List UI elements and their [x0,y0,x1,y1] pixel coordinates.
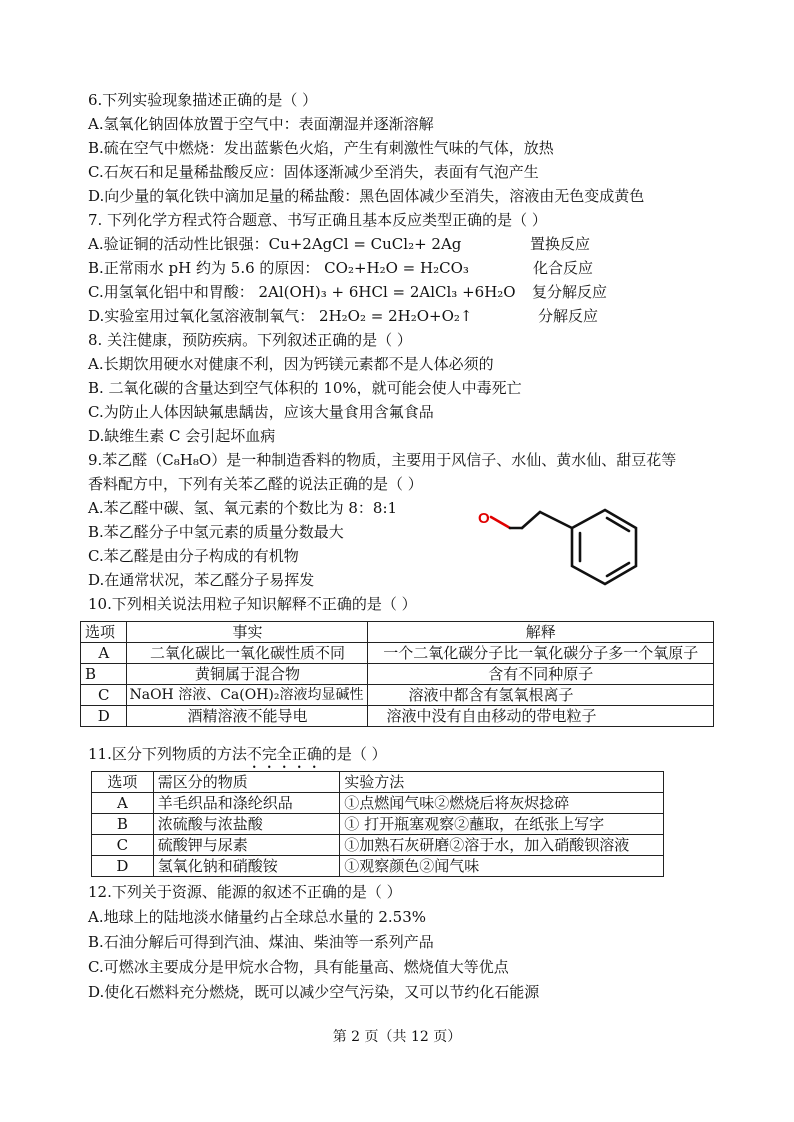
q12-stem: 12.下列关于资源、能源的叙述不正确的是（ ） [88,883,402,901]
oxygen-atom-label: O [478,510,490,527]
table-cell: NaOH 溶液、Ca(OH)₂溶液均显碱性 [127,685,368,706]
table-cell: ① 打开瓶塞观察②蘸取，在纸张上写字 [340,814,664,835]
table-cell: 溶液中没有自由移动的带电粒子 [368,706,714,727]
q9-option-c: C.苯乙醛是由分子构成的有机物 [88,547,299,565]
q7-option-b-type: 化合反应 [533,259,594,277]
q11-table [91,771,664,877]
table-cell: A [81,643,127,664]
table-row [92,793,664,814]
table-cell: 羊毛织品和涤纶织品 [153,793,340,814]
table-cell: 二氧化碳比一氧化碳性质不同 [127,643,368,664]
ring-double-bond-3 [607,518,629,531]
header-cell: 事实 [127,622,368,643]
q9-stem-line2: 香料配方中，下列有关苯乙醛的说法正确的是（ ） [88,475,423,493]
table-row [81,685,714,706]
header-cell: 需区分的物质 [153,772,340,793]
q6-option-c: C.石灰石和足量稀盐酸反应：固体逐渐减少至消失，表面有气泡产生 [88,163,539,181]
table-cell: 氢氧化钠和硝酸铵 [153,856,340,877]
q10-table [80,621,714,727]
table-header-row [81,622,714,643]
table-cell: 一个二氧化碳分子比一氧化碳分子多一个氧原子 [368,643,714,664]
carbonyl-bond-o [491,517,510,528]
chain-bond [522,512,540,528]
ring-double-bond-2 [607,563,629,576]
q7-option-a-type: 置换反应 [530,235,591,253]
header-cell: 实验方法 [340,772,664,793]
q11-stem-suffix: 的是（ ） [321,745,387,763]
q8-option-c: C.为防止人体因缺氟患龋齿，应该大量食用含氟食品 [88,403,434,421]
table-cell: 硫酸钾与尿素 [153,835,340,856]
q7-option-c: C.用氢氧化铝中和胃酸： 2Al(OH)₃ + 6HCl = 2AlCl₃ +6H₂O [88,283,516,301]
table-cell: B [81,664,127,685]
q11-stem-emphasis: 不完全正确 [246,745,322,763]
q12-option-b: B.石油分解后可得到汽油、煤油、柴油等一系列产品 [88,933,434,951]
page-number: 第 2 页（共 12 页） [332,1029,462,1045]
q7-stem: 7. 下列化学方程式符合题意、书写正确且基本反应类型正确的是（ ） [88,211,547,229]
table-row [92,835,664,856]
q10-stem: 10.下列相关说法用粒子知识解释不正确的是（ ） [88,595,417,613]
q8-stem: 8. 关注健康，预防疾病。下列叙述正确的是（ ） [88,331,412,349]
table-cell: ①加熟石灰研磨②溶于水，加入硝酸钡溶液 [340,835,664,856]
table-cell: A [92,793,154,814]
table-cell: 黄铜属于混合物 [127,664,368,685]
table-cell: 酒精溶液不能导电 [127,706,368,727]
table-row [81,664,714,685]
q8-option-a: A.长期饮用硬水对健康不利，因为钙镁元素都不是人体必须的 [88,355,494,373]
table-row [81,706,714,727]
q7-option-d-type: 分解反应 [538,307,599,325]
phenylacetaldehyde-structure [470,490,645,590]
table-cell: C [81,685,127,706]
q8-option-d: D.缺维生素 C 会引起坏血病 [88,427,276,445]
table-cell: 浓硫酸与浓盐酸 [153,814,340,835]
q6-option-a: A.氢氧化钠固体放置于空气中：表面潮湿并逐渐溶解 [88,115,434,133]
q12-option-c: C.可燃冰主要成分是甲烷水合物，具有能量高、燃烧值大等优点 [88,958,509,976]
q9-stem-line1: 9.苯乙醛（C₈H₈O）是一种制造香料的物质，主要用于风信子、水仙、黄水仙、甜豆花等 [88,451,677,469]
table-header-row [92,772,664,793]
table-row [92,814,664,835]
q9-option-d: D.在通常状况，苯乙醛分子易挥发 [88,571,315,589]
table-cell: B [92,814,154,835]
table-cell: C [92,835,154,856]
q12-option-d: D.使化石燃料充分燃烧，既可以减少空气污染，又可以节约化石能源 [88,983,540,1001]
q6-option-b: B.硫在空气中燃烧：发出蓝紫色火焰，产生有刺激性气味的气体，放热 [88,139,554,157]
table-row [92,856,664,877]
table-cell: D [92,856,154,877]
q11-stem [88,744,387,772]
q8-option-b: B. 二氧化碳的含量达到空气体积的 10%，就可能会使人中毒死亡 [88,379,522,397]
q9-option-b: B.苯乙醛分子中氢元素的质量分数最大 [88,523,344,541]
table-cell: 溶液中都含有氢氧根离子 [368,685,714,706]
q12-option-a: A.地球上的陆地淡水储量约占全球总水量的 2.53% [88,908,427,926]
q11-stem-prefix: 11.区分下列物质的方法 [88,745,247,763]
table-cell: ①观察颜色②闻气味 [340,856,664,877]
benzene-ring [572,510,636,584]
q7-option-d: D.实验室用过氧化氢溶液制氧气： 2H₂O₂ = 2H₂O+O₂↑ [88,307,473,325]
q6-stem: 6.下列实验现象描述正确的是（ ） [88,91,318,109]
chain-to-ring-bond [540,512,572,528]
table-cell: ①点燃闻气味②燃烧后将灰烬捻碎 [340,793,664,814]
header-cell: 选项 [81,622,127,643]
q7-option-c-type: 复分解反应 [532,283,608,301]
table-row [81,643,714,664]
q7-option-a: A.验证铜的活动性比银强：Cu+2AgCl = CuCl₂+ 2Ag [88,235,462,253]
q6-option-d: D.向少量的氧化铁中滴加足量的稀盐酸：黑色固体减少至消失，溶液由无色变成黄色 [88,187,645,205]
q7-option-b: B.正常雨水 pH 约为 5.6 的原因： CO₂+H₂O = H₂CO₃ [88,259,469,277]
table-cell: D [81,706,127,727]
header-cell: 选项 [92,772,154,793]
header-cell: 解释 [368,622,714,643]
q9-option-a: A.苯乙醛中碳、氢、氧元素的个数比为 8：8:1 [88,499,398,517]
table-cell: 含有不同种原子 [368,664,714,685]
